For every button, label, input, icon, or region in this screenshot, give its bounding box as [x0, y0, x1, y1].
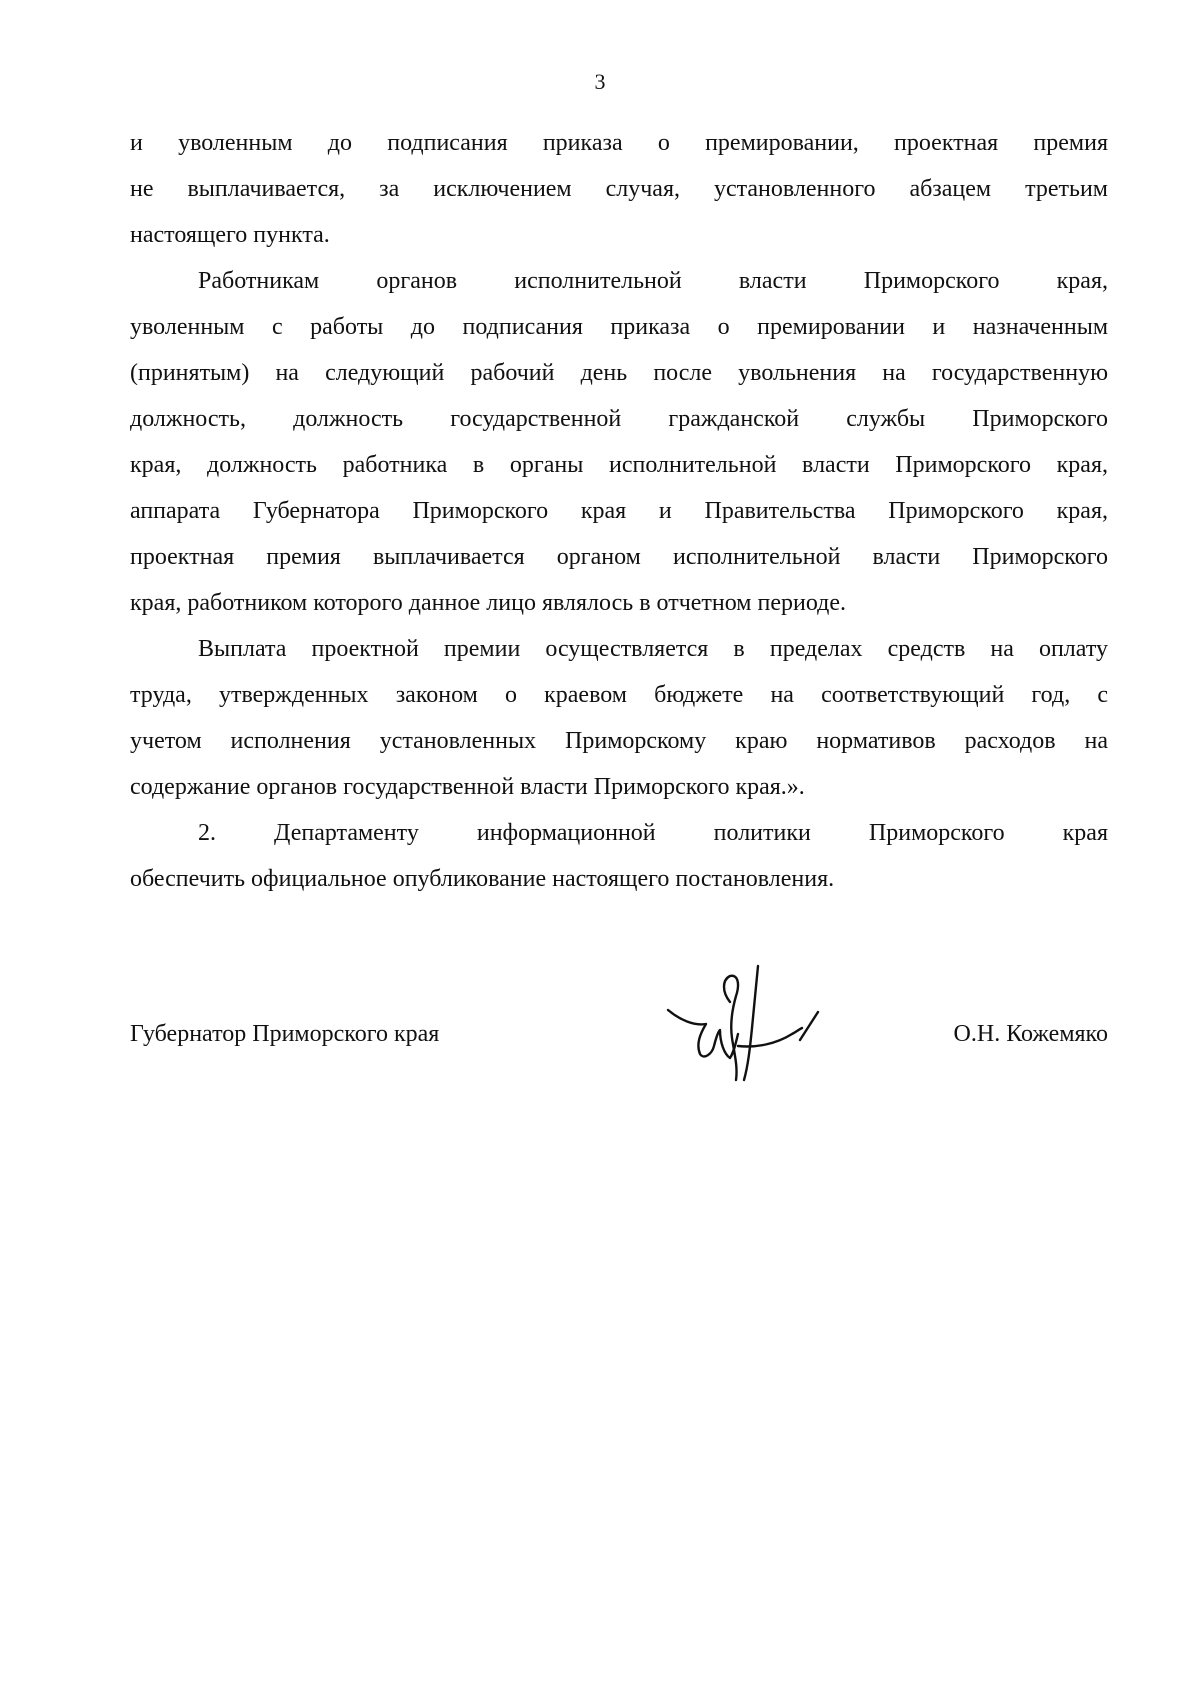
text-line: Работникам органов исполнительной власти Приморского края,: [198, 268, 1108, 294]
text-line: аппарата Губернатора Приморского края и Правительства Приморского края,: [130, 498, 1108, 524]
text-line: 2. Департаменту информационной политики Приморского края: [198, 820, 1108, 846]
paragraph-4: [130, 810, 1108, 902]
text-line: учетом исполнения установленных Приморскому краю нормативов расходов на: [130, 728, 1108, 754]
text-line: края, работником которого данное лицо являлось в отчетном периоде.: [130, 590, 846, 616]
paragraph-3: [130, 626, 1108, 810]
text-line: (принятым) на следующий рабочий день после увольнения на государственную: [130, 360, 1108, 386]
paragraph-2: [130, 258, 1108, 626]
text-line: Выплата проектной премии осуществляется в пределах средств на оплату: [198, 636, 1108, 662]
text-line: не выплачивается, за исключением случая, установленного абзацем третьим: [130, 176, 1108, 202]
document-body: [130, 120, 1108, 902]
text-line: труда, утвержденных законом о краевом бюджете на соответствующий год, с: [130, 682, 1108, 708]
signatory-title: Губернатор Приморского края: [130, 1021, 440, 1047]
paragraph-1: [130, 120, 1108, 258]
text-line: обеспечить официальное опубликование настоящего постановления.: [130, 866, 835, 892]
text-line: края, должность работника в органы исполнительной власти Приморского края,: [130, 452, 1108, 478]
text-line: должность, должность государственной гражданской службы Приморского: [130, 406, 1108, 432]
handwritten-signature: [660, 962, 820, 1092]
text-line: настоящего пункта.: [130, 222, 330, 248]
page-number: 3: [594, 69, 606, 94]
text-line: уволенным с работы до подписания приказа о премировании и назначенным: [130, 314, 1108, 340]
text-line: содержание органов государственной власти Приморского края.».: [130, 774, 805, 800]
text-line: и уволенным до подписания приказа о премировании, проектная премия: [130, 130, 1108, 156]
text-line: проектная премия выплачивается органом исполнительной власти Приморского: [130, 544, 1108, 570]
signatory-name: О.Н. Кожемяко: [953, 1021, 1108, 1047]
signature-block: [130, 1010, 1108, 1070]
